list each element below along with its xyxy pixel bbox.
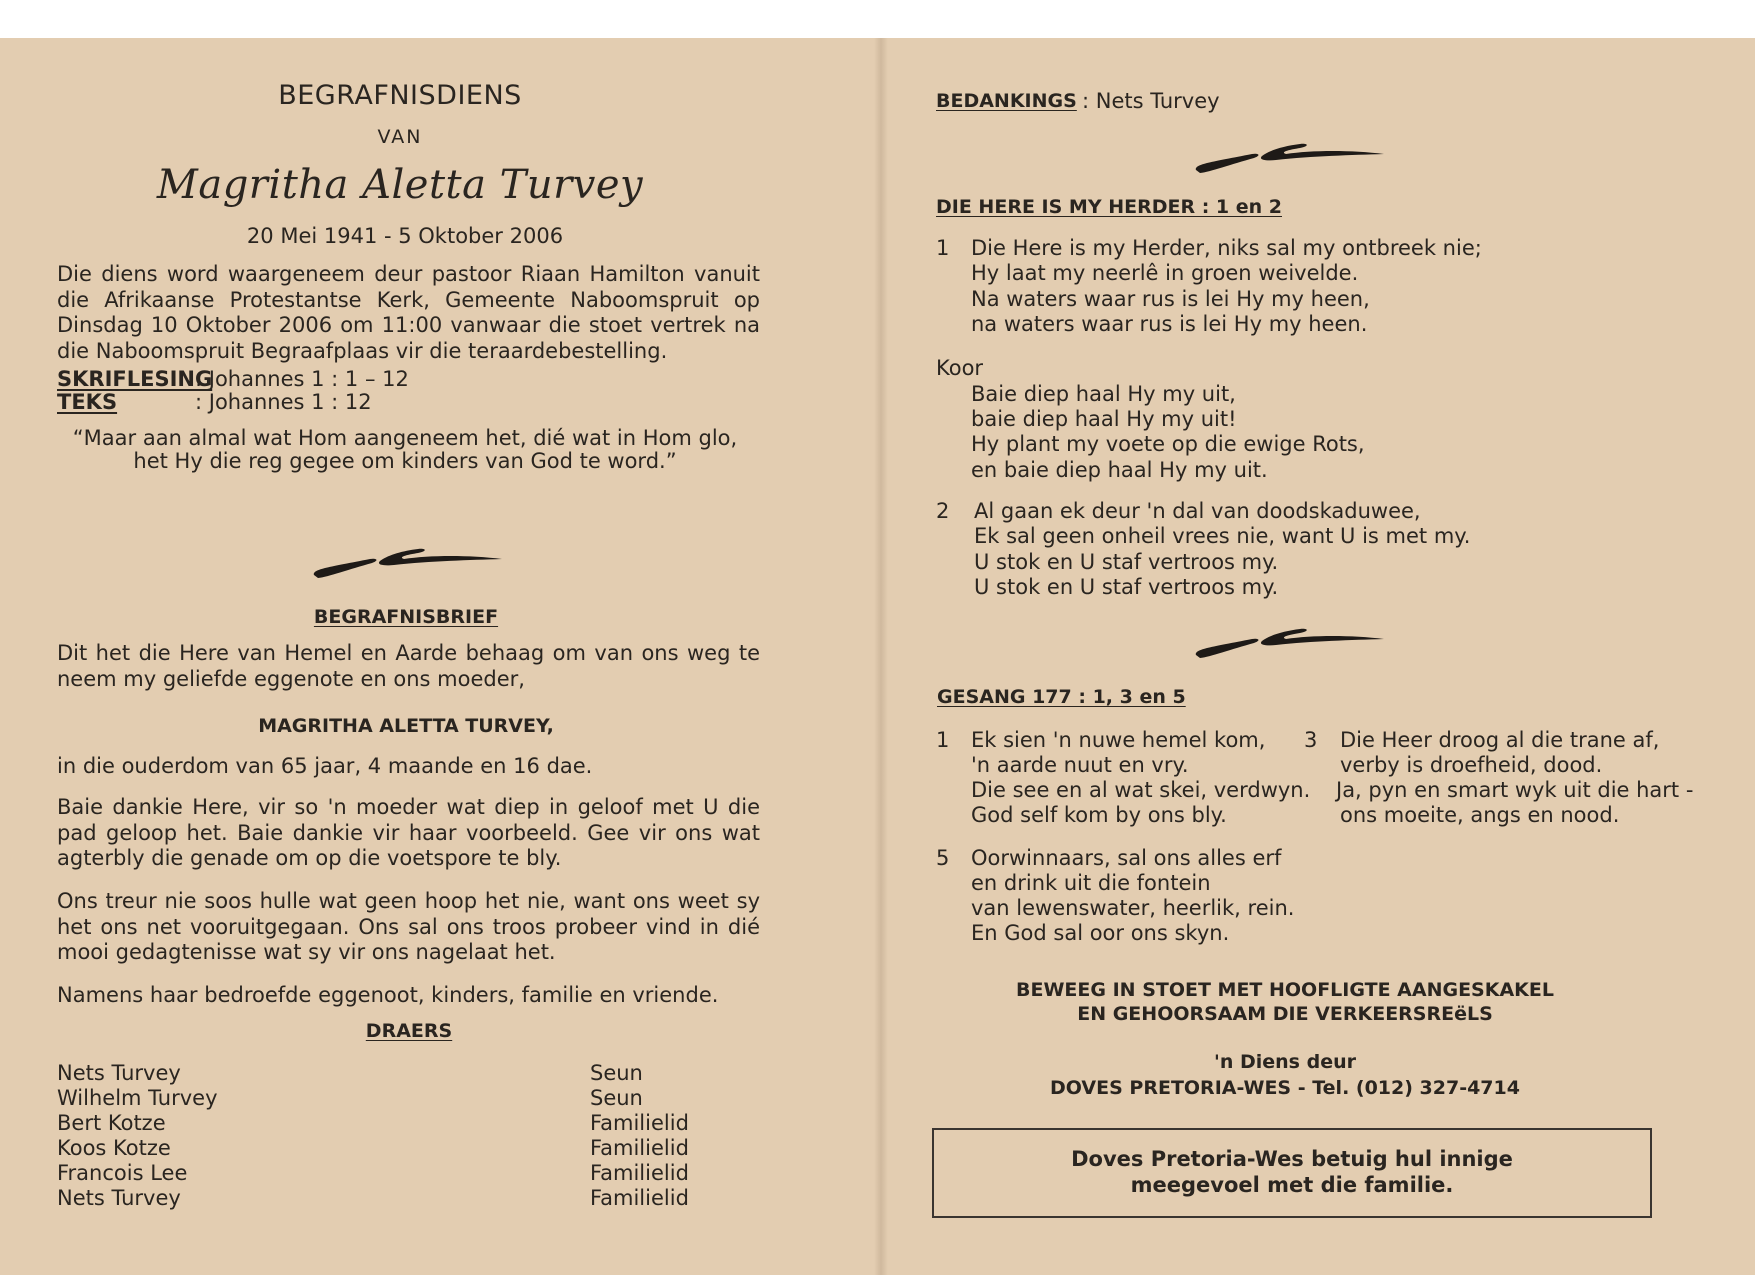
gesang-verse-3-line: ons moeite, angs en nood. [1340, 803, 1620, 827]
brief-deceased-name: MAGRITHA ALETTA TURVEY, [258, 715, 554, 737]
flourish-divider-icon [1192, 623, 1388, 663]
life-dates: 20 Mei 1941 - 5 Oktober 2006 [246, 224, 564, 248]
quote-line-2: het Hy die reg gegee om kinders van God te word.” [133, 449, 677, 473]
teks-label: TEKS [57, 390, 118, 414]
draer-name: Koos Kotze [57, 1136, 171, 1160]
draers-heading: DRAERS [365, 1020, 453, 1042]
draer-name: Francois Lee [57, 1161, 188, 1185]
psalm-verse-1-line: Na waters waar rus is lei Hy my heen, [971, 287, 1370, 311]
flourish-divider-icon [1192, 138, 1388, 178]
gesang-verse-3-line: Die Heer droog al die trane af, [1340, 728, 1660, 752]
left-page [0, 38, 880, 1275]
brief-paragraph-4: Ons treur nie soos hulle wat geen hoop het nie, want ons weet sy het ons net vooruitgegaan. Ons sal ons troos probeer vind in dié mooi gedagtenisse wat sy vir ons nagelaat het. [57, 889, 760, 964]
gesang-verse-5-line: Oorwinnaars, sal ons alles erf [971, 846, 1282, 870]
condolence-line-2: meegevoel met die familie. [1130, 1173, 1454, 1197]
bedankings-value: : Nets Turvey [1082, 89, 1220, 113]
gesang-verse-1-line: 'n aarde nuut en vry. [971, 753, 1189, 777]
service-intro: Die diens word waargeneem deur pastoor Riaan Hamilton vanuit die Afrikaanse Protestantse Kerk, Gemeente Naboomspruit op Dinsdag 10 Oktober 2006 om 11:00 vanwaar die stoet vertrek na die Naboomspruit Begraafplaas vir die teraardebestelling. [57, 262, 760, 363]
gesang-verse-1-line: Ek sien 'n nuwe hemel kom, [971, 728, 1266, 752]
draer-relation: Familielid [590, 1111, 689, 1135]
psalm-verse-1-line: Die Here is my Herder, niks sal my ontbreek nie; [971, 236, 1482, 260]
gesang-verse-1-number: 1 [936, 728, 950, 752]
flourish-divider-icon [310, 543, 506, 583]
skriflesing-value: : Johannes 1 : 1 – 12 [195, 367, 409, 391]
gesang-verse-5-line: van lewenswater, heerlik, rein. [971, 896, 1295, 920]
gesang-verse-5-line: En God sal oor ons skyn. [971, 921, 1230, 945]
gesang-verse-3-line: Ja, pyn en smart wyk uit die hart - [1336, 778, 1694, 802]
koor-line: Hy plant my voete op die ewige Rots, [971, 432, 1365, 456]
teks-value: : Johannes 1 : 12 [195, 390, 372, 414]
brief-heading: BEGRAFNISBRIEF [313, 606, 499, 628]
draer-name: Wilhelm Turvey [57, 1086, 218, 1110]
funeral-home-contact: DOVES PRETORIA-WES - Tel. (012) 327-4714 [1050, 1077, 1520, 1099]
brief-paragraph-3: Baie dankie Here, vir so 'n moeder wat diep in geloof met U die pad geloop het. Baie dankie vir haar voorbeeld. Gee vir ons wat agterbly die genade om op die voetspore te bly. [57, 795, 760, 870]
bedankings-label: BEDANKINGS [936, 90, 1077, 112]
gesang-verse-1-line: Die see en al wat skei, verdwyn. [971, 778, 1311, 802]
draer-name: Nets Turvey [57, 1186, 181, 1210]
gesang-verse-5-number: 5 [936, 846, 950, 870]
koor-line: Baie diep haal Hy my uit, [971, 382, 1236, 406]
brief-paragraph-1: Dit het die Here van Hemel en Aarde behaag om van ons weg te neem my geliefde eggenote en ons moeder, [57, 641, 760, 691]
draer-relation: Seun [590, 1086, 643, 1110]
psalm-verse-2-line: Ek sal geen onheil vrees nie, want U is met my. [974, 524, 1471, 548]
draer-relation: Familielid [590, 1136, 689, 1160]
draer-name: Nets Turvey [57, 1061, 181, 1085]
deceased-name: Magritha Aletta Turvey [156, 162, 644, 208]
gesang-verse-3-line: verby is droefheid, dood. [1340, 753, 1603, 777]
procession-notice-line-2: EN GEHOORSAAM DIE VERKEERSREëLS [1077, 1003, 1493, 1025]
draer-relation: Familielid [590, 1186, 689, 1210]
psalm-verse-1-line: na waters waar rus is lei Hy my heen. [971, 312, 1368, 336]
memorial-sheet [0, 38, 1755, 1275]
brief-paragraph-5: Namens haar bedroefde eggenoot, kinders, familie en vriende. [57, 983, 719, 1007]
condolence-box [932, 1128, 1652, 1218]
service-title: BEGRAFNISDIENS [278, 80, 522, 111]
psalm-heading: DIE HERE IS MY HERDER : 1 en 2 [936, 196, 1282, 218]
gesang-verse-1-line: God self kom by ons bly. [971, 803, 1227, 827]
psalm-verse-1-line: Hy laat my neerlê in groen weivelde. [971, 261, 1359, 285]
psalm-verse-2-line: U stok en U staf vertroos my. [974, 550, 1279, 574]
service-van: VAN [377, 126, 423, 148]
psalm-verse-1-number: 1 [936, 236, 950, 260]
koor-line: en baie diep haal Hy my uit. [971, 458, 1268, 482]
gesang-heading: GESANG 177 : 1, 3 en 5 [937, 686, 1186, 708]
quote-line-1: “Maar aan almal wat Hom aangeneem het, dié wat in Hom glo, [72, 426, 738, 450]
draer-relation: Seun [590, 1061, 643, 1085]
draer-relation: Familielid [590, 1161, 689, 1185]
condolence-line-1: Doves Pretoria-Wes betuig hul innige [1071, 1147, 1513, 1171]
draer-name: Bert Kotze [57, 1111, 166, 1135]
koor-line: baie diep haal Hy my uit! [971, 407, 1237, 431]
psalm-verse-2-line: Al gaan ek deur 'n dal van doodskaduwee, [974, 499, 1421, 523]
skriflesing-label: SKRIFLESING [57, 367, 213, 391]
psalm-verse-2-number: 2 [936, 499, 950, 523]
psalm-verse-2-line: U stok en U staf vertroos my. [974, 575, 1279, 599]
gesang-verse-5-line: en drink uit die fontein [971, 871, 1211, 895]
gesang-verse-3-number: 3 [1304, 728, 1318, 752]
brief-paragraph-2: in die ouderdom van 65 jaar, 4 maande en 16 dae. [57, 754, 593, 778]
right-page [880, 38, 1755, 1275]
service-by-line: 'n Diens deur [1214, 1051, 1356, 1073]
procession-notice-line-1: BEWEEG IN STOET MET HOOFLIGTE AANGESKAKEL [1016, 979, 1554, 1001]
koor-label: Koor [936, 356, 984, 380]
